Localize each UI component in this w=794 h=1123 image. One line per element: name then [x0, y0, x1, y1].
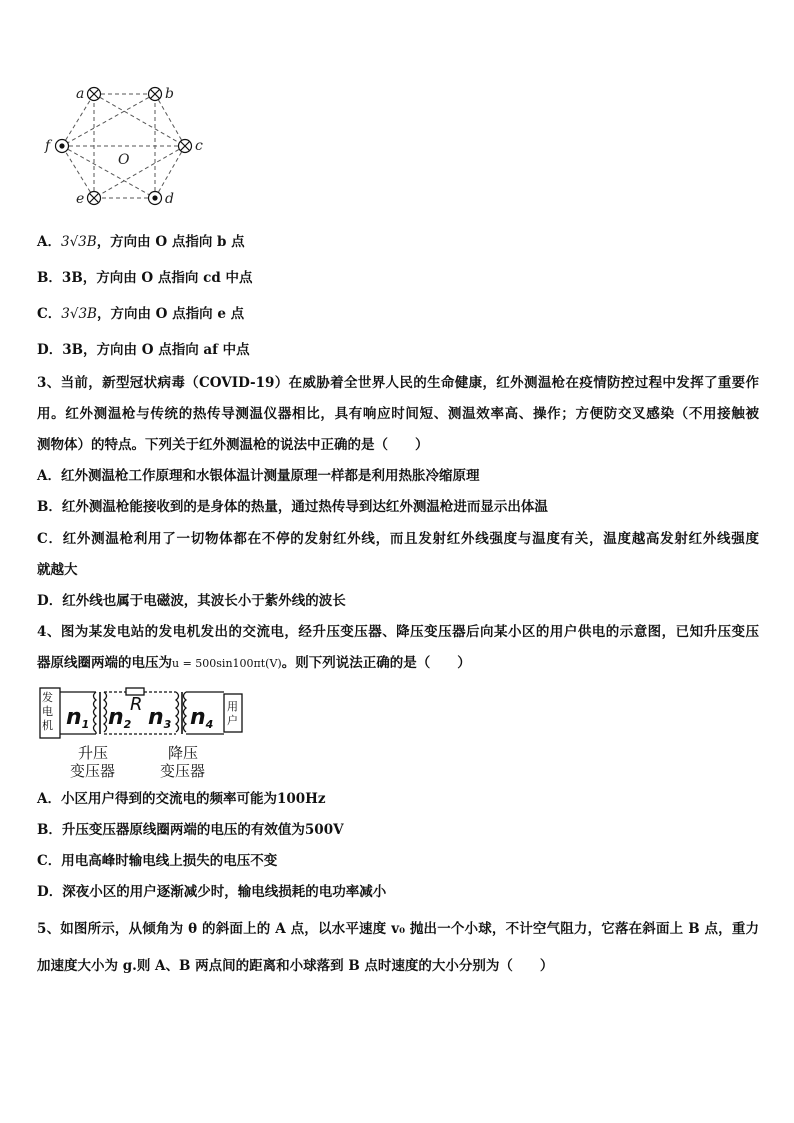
current-into-page-b-icon — [149, 88, 162, 101]
power-transmission-figure — [38, 680, 248, 780]
current-into-page-c-icon — [179, 140, 192, 153]
q4-stem-line1: 4、图为某发电站的发电机发出的交流电，经升压变压器、降压变压器后向某小区的用户供电的示意图，已知升压变压 — [37, 624, 759, 640]
label-c: c — [195, 138, 203, 154]
coil-n2 — [104, 692, 107, 732]
user-char-2: 户 — [227, 714, 238, 727]
q2-option-a: A．3√3B，方向由 O 点指向 b 点 — [37, 234, 245, 250]
q2-option-d: D．3B，方向由 O 点指向 af 中点 — [37, 342, 250, 358]
q3-option-d: D．红外线也属于电磁波，其波长小于紫外线的波长 — [37, 593, 346, 609]
step-up-label-1: 升压 — [78, 744, 109, 762]
step-up-label-2: 变压器 — [70, 762, 116, 780]
generator-char-3: 机 — [42, 719, 53, 732]
label-n3: n3 — [148, 705, 172, 731]
hexagon-dashed-lines — [62, 94, 185, 198]
q4-option-d: D．深夜小区的用户逐渐减少时，输电线损耗的电功率减小 — [37, 884, 387, 900]
q3-stem-line1: 3、当前，新型冠状病毒（COVID-19）在威胁着全世界人民的生命健康，红外测温枪在疫情防控过程中发挥了重要作 — [37, 375, 759, 391]
coil-n4 — [184, 692, 187, 732]
q3-stem-line3: 测物体）的特点。下列关于红外测温枪的说法中正确的是（ ） — [37, 437, 429, 453]
hexagon-field-figure — [40, 80, 220, 210]
label-n1: n1 — [66, 705, 90, 731]
step-down-label-1: 降压 — [168, 744, 199, 762]
q5-stem-line2: 加速度大小为 g.则 A、B 两点间的距离和小球落到 B 点时速度的大小分别为（ ） — [37, 958, 554, 974]
current-into-page-a-icon — [88, 88, 101, 101]
q2-option-b: B．3B，方向由 O 点指向 cd 中点 — [37, 270, 253, 286]
generator-char-2: 电 — [42, 705, 53, 718]
current-into-page-e-icon — [88, 192, 101, 205]
label-b: b — [165, 86, 174, 102]
q4-option-c: C．用电高峰时输电线上损失的电压不变 — [37, 853, 278, 869]
current-out-of-page-d-icon — [149, 192, 162, 205]
label-o: O — [118, 152, 130, 168]
q3-option-c-cont: 就越大 — [37, 562, 78, 578]
label-r: R — [130, 694, 143, 715]
q4-option-b: B．升压变压器原线圈两端的电压的有效值为500V — [37, 822, 344, 838]
q3-stem-line2: 用。红外测温枪与传统的热传导测温仪器相比，具有响应时间短、测温效率高、操作；方便防交叉感染（不用接触被 — [37, 406, 759, 422]
q4-stem-line2: 器原线圈两端的电压为u = 500sin100πt(V)。则下列说法正确的是（ ） — [37, 655, 471, 671]
label-n2: n2 — [108, 705, 132, 731]
q3-option-b: B．红外测温枪能接收到的是身体的热量，通过热传导到达红外测温枪进而显示出体温 — [37, 499, 548, 515]
q3-option-a: A．红外测温枪工作原理和水银体温计测量原理一样都是利用热胀冷缩原理 — [37, 468, 480, 484]
label-n4: n4 — [190, 705, 214, 731]
coil-n1 — [94, 692, 97, 732]
label-e: e — [76, 191, 85, 207]
label-d: d — [165, 191, 174, 207]
q5-stem-line1: 5、如图所示，从倾角为 θ 的斜面上的 A 点，以水平速度 v₀ 抛出一个小球，不计空气阻力，它落在斜面上 B 点，重力 — [37, 921, 759, 937]
label-a: a — [76, 86, 85, 102]
q4-option-a: A．小区用户得到的交流电的频率可能为100Hz — [37, 791, 326, 807]
current-out-of-page-f-icon — [56, 140, 69, 153]
user-char-1: 用 — [227, 700, 238, 713]
q2-option-c: C．3√3B，方向由 O 点指向 e 点 — [37, 306, 245, 322]
q3-option-c: C．红外测温枪利用了一切物体都在不停的发射红外线，而且发射红外线强度与温度有关，温度越高发射红外线强度 — [37, 531, 759, 547]
step-down-label-2: 变压器 — [160, 762, 206, 780]
generator-char-1: 发 — [42, 691, 53, 704]
label-f: f — [45, 138, 51, 154]
coil-n3 — [176, 692, 179, 732]
